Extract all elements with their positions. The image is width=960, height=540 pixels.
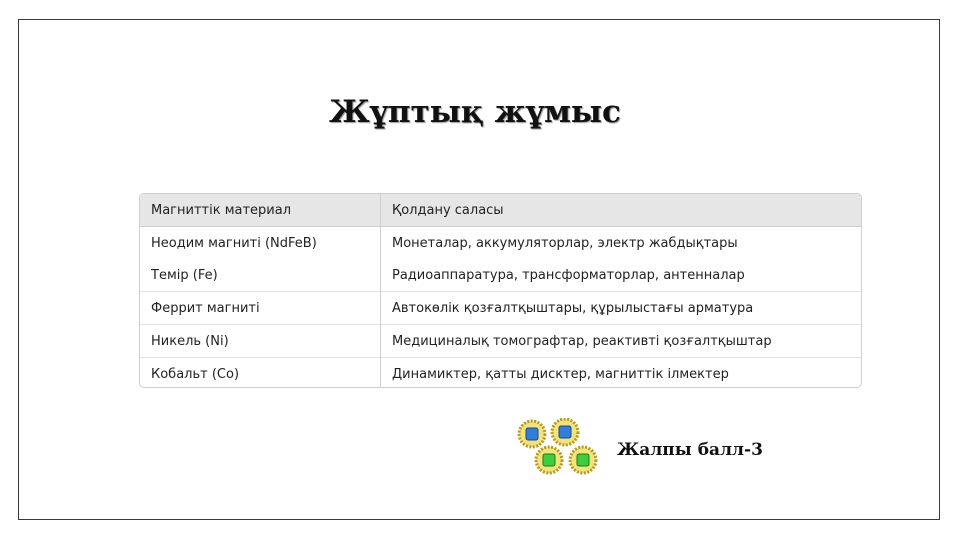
cell-material: Никель (Ni) — [140, 325, 381, 358]
slide — [18, 19, 940, 520]
cell-application: Монеталар, аккумуляторлар, электр жабдықтары — [392, 235, 738, 251]
cell-application: Автокөлік қозғалтқыштары, құрылыстағы арматура — [381, 292, 862, 325]
table-header-row — [140, 194, 861, 227]
table-row — [140, 292, 861, 325]
slide-title: Жұптық жұмыс — [329, 94, 621, 130]
cell-material: Темір (Fe) — [140, 259, 381, 292]
table-row — [140, 325, 861, 358]
cell-material: Феррит магниті — [140, 292, 381, 325]
blue-gear-badge-icon — [519, 421, 545, 447]
header-material: Магниттік материал — [140, 194, 381, 227]
green-gear-badge-icon — [570, 447, 596, 473]
total-score-label: Жалпы балл-3 — [617, 440, 763, 460]
green-gear-badge-icon — [536, 447, 562, 473]
header-application: Қолдану саласы — [381, 194, 862, 227]
cell-material: Неодим магниті (NdFeB) — [140, 227, 381, 260]
cell-application: Медициналық томографтар, реактивті қозғалтқыштар — [381, 325, 862, 358]
cell-material: Кобальт (Co) — [140, 358, 381, 389]
materials-table — [139, 193, 862, 388]
cell-application: Динамиктер, қатты дисктер, магниттік ілмектер — [381, 358, 862, 389]
table-row — [140, 227, 861, 260]
score-badges-icon — [517, 418, 601, 478]
blue-gear-badge-icon — [552, 419, 578, 445]
table-row — [140, 358, 861, 389]
table-row — [140, 259, 861, 292]
cell-application: Радиоаппаратура, трансформаторлар, антенналар — [392, 267, 745, 283]
